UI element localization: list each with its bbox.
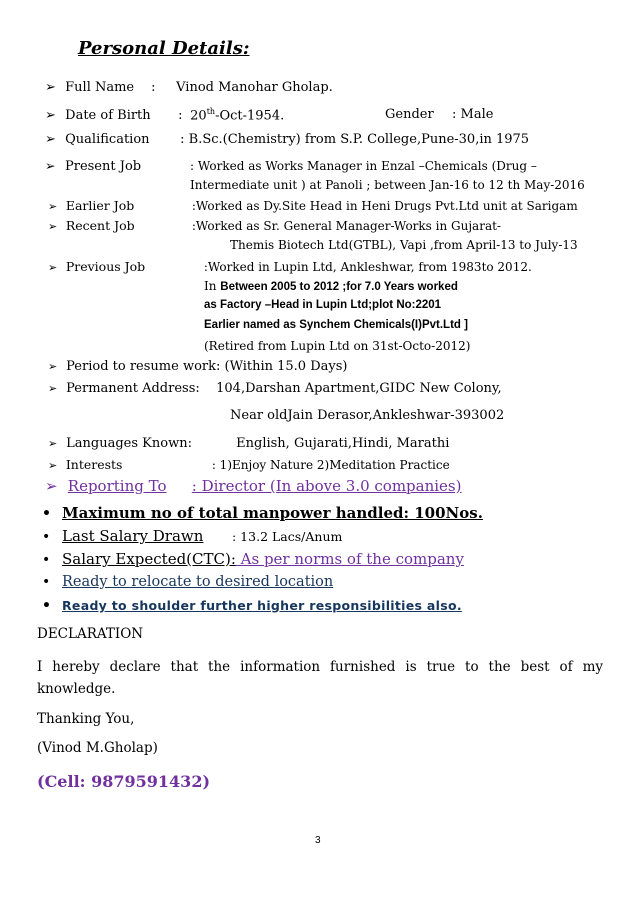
detail-previous-job <box>48 259 532 274</box>
present-job-line-2: Intermediate unit ) at Panoli ; between Jan-16 to 12 th May-2016 <box>190 178 585 192</box>
detail-full-name <box>45 80 333 95</box>
detail-present-job <box>45 158 537 174</box>
previous-job-line-3: as Factory –Head in Lupin Ltd;plot No:2201 <box>204 299 442 311</box>
value: :Worked as Sr. General Manager-Works in Gujarat- <box>191 219 501 233</box>
gender-value: : Male <box>452 107 494 122</box>
value: 104,Darshan Apartment,GIDC New Colony, <box>216 381 502 396</box>
detail-recent-job <box>48 218 501 233</box>
highlight-salary <box>42 527 342 545</box>
detail-reporting <box>45 477 461 495</box>
value: : B.Sc.(Chemistry) from S.P. College,Pune-30,in 1975 <box>180 132 530 147</box>
arrow-bullet-icon: ➢ <box>45 80 56 95</box>
value: English, Gujarati,Hindi, Marathi <box>236 436 450 451</box>
thanks-text: Thanking You, <box>37 711 135 727</box>
label: Qualification <box>65 132 150 147</box>
value: : Director (In above 3.0 companies) <box>191 477 462 495</box>
highlight-relocate <box>42 574 333 590</box>
highlight-ctc <box>42 550 464 568</box>
label: Languages Known: <box>66 436 192 451</box>
arrow-bullet-icon: ➢ <box>48 459 58 472</box>
page-number: 3 <box>315 835 321 846</box>
previous-job-line-5: (Retired from Lupin Ltd on 31st-Octo-2012) <box>204 339 471 353</box>
label: Permanent Address: <box>66 381 200 396</box>
address-line-2: Near oldJain Derasor,Ankleshwar-393002 <box>230 408 505 423</box>
arrow-bullet-icon: ➢ <box>48 200 58 213</box>
recent-job-line-2: Themis Biotech Ltd(GTBL), Vapi ,from April-13 to July-13 <box>230 238 578 252</box>
label: Earlier Job <box>65 198 135 213</box>
dot-bullet-icon: • <box>42 574 51 590</box>
arrow-bullet-icon: ➢ <box>45 108 56 124</box>
value: -Oct-1954. <box>215 108 285 124</box>
highlight-manpower <box>42 504 483 522</box>
label: Previous Job <box>65 259 146 274</box>
previous-job-line-4: Earlier named as Synchem Chemicals(I)Pvt.Ltd ] <box>204 319 468 331</box>
label: Period to resume work: (Within 15.0 Days) <box>66 359 348 374</box>
label: Date of Birth <box>65 108 151 124</box>
arrow-bullet-icon: ➢ <box>48 220 58 233</box>
label: Interests <box>65 457 123 472</box>
label: Reporting To <box>67 477 167 495</box>
cell-number: (Cell: 9879591432) <box>37 772 211 791</box>
value: In <box>204 279 221 293</box>
detail-languages <box>48 436 449 451</box>
arrow-bullet-icon: ➢ <box>48 382 58 395</box>
dot-bullet-icon: • <box>42 598 51 614</box>
label: Full Name <box>65 80 135 95</box>
value: : 1)Enjoy Nature 2)Meditation Practice <box>211 458 450 472</box>
detail-resume-period <box>48 359 347 374</box>
arrow-bullet-icon: ➢ <box>48 437 58 450</box>
arrow-bullet-icon: ➢ <box>48 261 58 274</box>
page-title: Personal Details: <box>78 38 250 59</box>
value: :Worked in Lupin Ltd, Ankleshwar, from 1983to 2012. <box>203 260 532 274</box>
detail-address <box>48 381 502 396</box>
superscript: th <box>206 107 216 116</box>
value: Ready to relocate to desired location <box>62 574 334 590</box>
highlight-shoulder <box>42 598 462 614</box>
value: :Worked as Dy.Site Head in Heni Drugs Pvt.Ltd unit at Sarigam <box>191 199 578 213</box>
value-bold: Between 2005 to 2012 ;for 7.0 Years worked <box>220 281 458 293</box>
previous-job-line-2 <box>204 279 458 293</box>
declaration-heading: DECLARATION <box>37 626 144 642</box>
dot-bullet-icon: • <box>42 529 51 545</box>
arrow-bullet-icon: ➢ <box>45 132 56 147</box>
value: Maximum no of total manpower handled: 100Nos. <box>62 504 483 522</box>
declaration-text: I hereby declare that the information furnished is true to the best of my knowledge. <box>37 659 603 697</box>
separator: : <box>151 80 156 95</box>
value: : Worked as Works Manager in Enzal –Chemicals (Drug – <box>189 159 537 173</box>
value: Ready to shoulder further higher responsibilities also. <box>62 598 462 613</box>
dot-bullet-icon: • <box>42 506 51 522</box>
dot-bullet-icon: • <box>42 552 51 568</box>
label: Recent Job <box>65 218 135 233</box>
separator: : <box>178 108 183 124</box>
label: Present Job <box>64 159 142 174</box>
value: As per norms of the company <box>235 550 464 568</box>
detail-dob <box>45 107 284 123</box>
value: : 13.2 Lacs/Anum <box>232 529 343 544</box>
value: Vinod Manohar Gholap. <box>176 80 333 95</box>
detail-qualification <box>45 132 529 147</box>
detail-interests <box>48 457 450 472</box>
label: Salary Expected(CTC): <box>62 550 236 568</box>
signature-name: (Vinod M.Gholap) <box>37 740 158 756</box>
label: Last Salary Drawn <box>62 527 204 545</box>
arrow-bullet-icon: ➢ <box>45 158 56 173</box>
value: 20 <box>190 108 207 124</box>
arrow-bullet-icon: ➢ <box>48 360 58 373</box>
detail-earlier-job <box>48 198 578 213</box>
gender-label: Gender <box>385 107 434 122</box>
arrow-bullet-icon: ➢ <box>45 477 58 495</box>
